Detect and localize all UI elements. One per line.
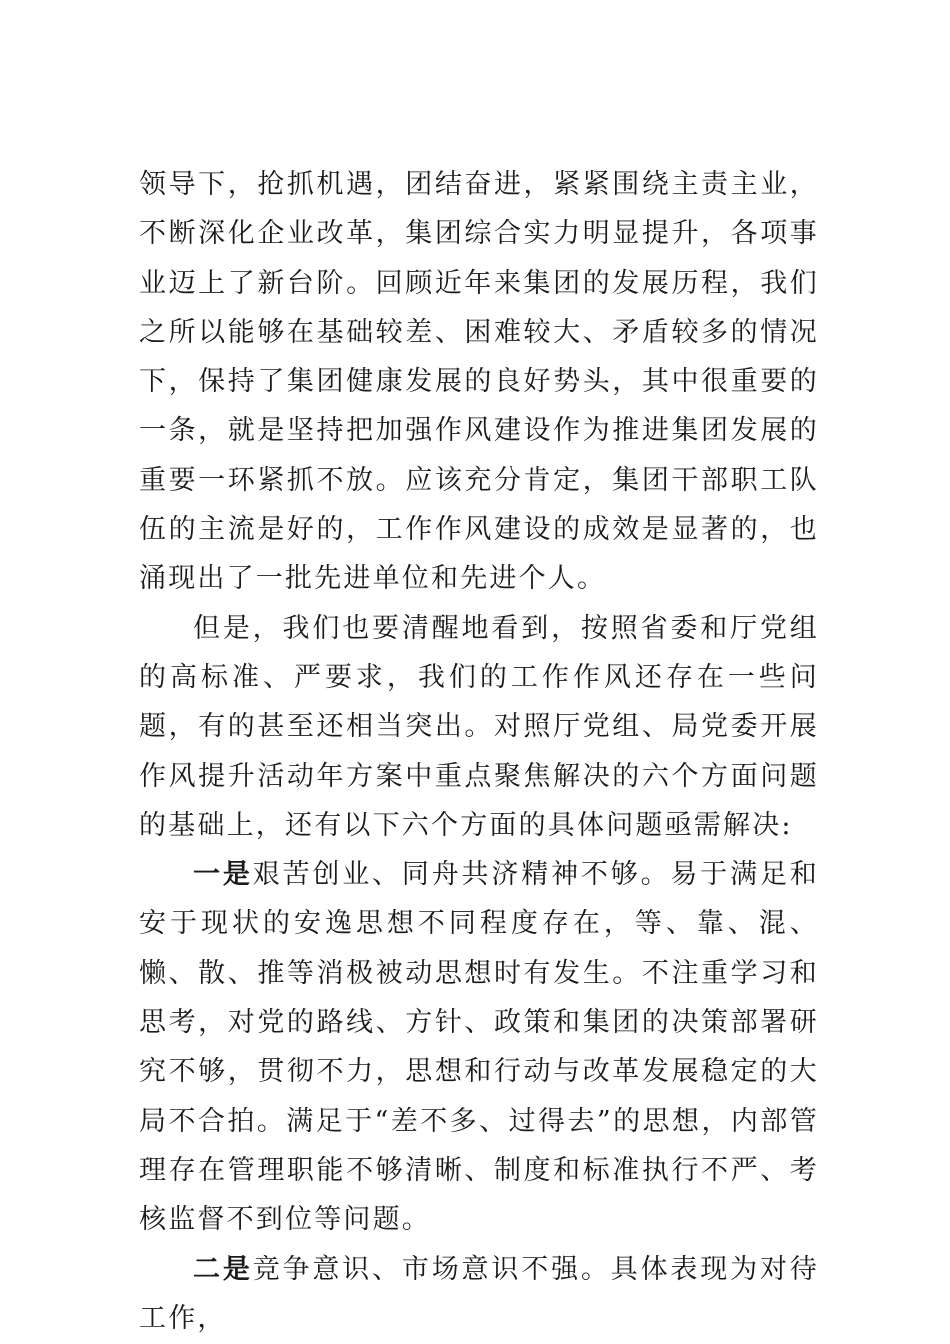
- paragraph-2: [139, 604, 819, 850]
- paragraph-4: [139, 1245, 819, 1344]
- paragraph-3: [139, 850, 819, 1244]
- document-body: [139, 160, 819, 1343]
- paragraph-2-text: 但是，我们也要清醒地看到，按照省委和厅党组的高标准、严要求，我们的工作作风还存在一些问题，有的甚至还相当突出。对照厅党组、局党委开展作风提升活动年方案中重点聚焦解决的六个方面问题的基础上，还有以下六个方面的具体问题亟需解决:: [139, 612, 819, 841]
- paragraph-3-text: 艰苦创业、同舟共济精神不够。易于满足和安于现状的安逸思想不同程度存在，等、靠、混、懒、散、推等消极被动思想时有发生。不注重学习和思考，对党的路线、方针、政策和集团的决策部署研究不够，贯彻不力，思想和行动与改革发展稳定的大局不合拍。满足于“差不多、过得去”的思想，内部管理存在管理职能不够清晰、制度和标准执行不严、考核监督不到位等问题。: [139, 859, 819, 1236]
- paragraph-3-lead: 一是: [193, 859, 253, 891]
- paragraph-1: [139, 160, 819, 604]
- paragraph-4-lead: 二是: [193, 1253, 253, 1285]
- paragraph-4-text: 竞争意识、市场意识不强。具体表现为对待工作，: [139, 1253, 819, 1334]
- paragraph-1-text: 领导下，抢抓机遇，团结奋进，紧紧围绕主责主业，不断深化企业改革，集团综合实力明显提升，各项事业迈上了新台阶。回顾近年来集团的发展历程，我们之所以能够在基础较差、困难较大、矛盾较多的情况下，保持了集团健康发展的良好势头，其中很重要的一条，就是坚持把加强作风建设作为推进集团发展的重要一环紧抓不放。应该充分肯定，集团干部职工队伍的主流是好的，工作作风建设的成效是显著的，也涌现出了一批先进单位和先进个人。: [139, 169, 819, 595]
